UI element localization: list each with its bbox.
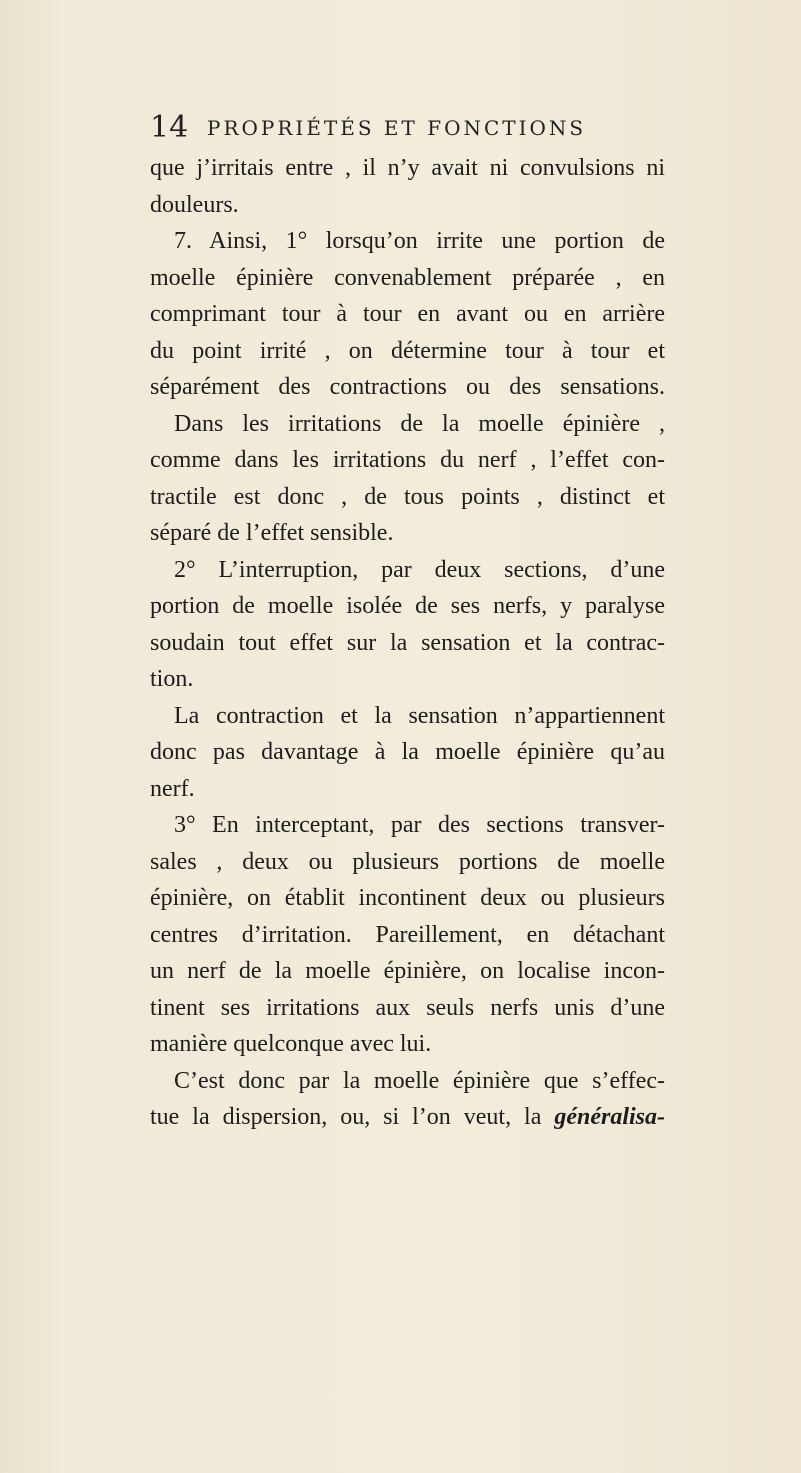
text-line: La contraction et la sensation n’appartiennent: [174, 702, 665, 729]
text-line: C’est donc par la moelle épinière que s’effec-: [174, 1067, 665, 1094]
text-line: donc pas davantage à la moelle épinière qu’au: [150, 739, 665, 765]
running-head: PROPRIÉTÉS ET FONCTIONS: [207, 116, 587, 140]
text-line: 2° L’interruption, par deux sections, d’une: [174, 556, 665, 583]
italic-term: généralisa-: [554, 1104, 666, 1130]
page-header: [150, 108, 690, 148]
text-line: 7. Ainsi, 1° lorsqu’on irrite une portion de: [174, 228, 665, 254]
text-line: tinent ses irritations aux seuls nerfs unis d’une: [150, 994, 665, 1021]
body-text: [150, 150, 665, 1136]
text-line: portion de moelle isolée de ses nerfs, y paralyse: [150, 593, 665, 619]
text-line: séparément des contractions ou des sensations.: [150, 374, 665, 400]
text-line: comme dans les irritations du nerf , l’effet con-: [150, 447, 665, 473]
text-line: comprimant tour à tour en avant ou en arrière: [150, 301, 665, 327]
text-line: centres d’irritation. Pareillement, en détachant: [150, 921, 665, 948]
text-line: douleurs.: [150, 191, 239, 218]
text-line: un nerf de la moelle épinière, on localise incon-: [150, 958, 665, 984]
text-line: tractile est donc , de tous points , distinct et: [150, 483, 665, 510]
text-line: tion.: [150, 666, 194, 692]
text-line: du point irrité , on détermine tour à tour et: [150, 337, 665, 364]
text-line: soudain tout effet sur la sensation et la contrac-: [150, 629, 665, 656]
text-line: épinière, on établit incontinent deux ou plusieurs: [150, 885, 665, 911]
text-line: séparé de l’effet sensible.: [150, 520, 394, 546]
text-line: que j’irritais entre , il n’y avait ni convulsions ni: [150, 155, 665, 181]
text-line: sales , deux ou plusieurs portions de moelle: [150, 848, 665, 875]
page-number: 14: [150, 110, 189, 145]
text-line-final: [150, 1099, 665, 1136]
text-line: 3° En interceptant, par des sections transver-: [174, 812, 665, 838]
text-line-segment: tue la dispersion, ou, si l’on veut, la: [150, 1104, 542, 1130]
text-line: Dans les irritations de la moelle épinière ,: [174, 410, 665, 437]
page-bottom-margin: [0, 1380, 801, 1473]
text-line: nerf.: [150, 775, 195, 802]
text-line: moelle épinière convenablement préparée , en: [150, 264, 665, 291]
text-line: manière quelconque avec lui.: [150, 1031, 432, 1057]
